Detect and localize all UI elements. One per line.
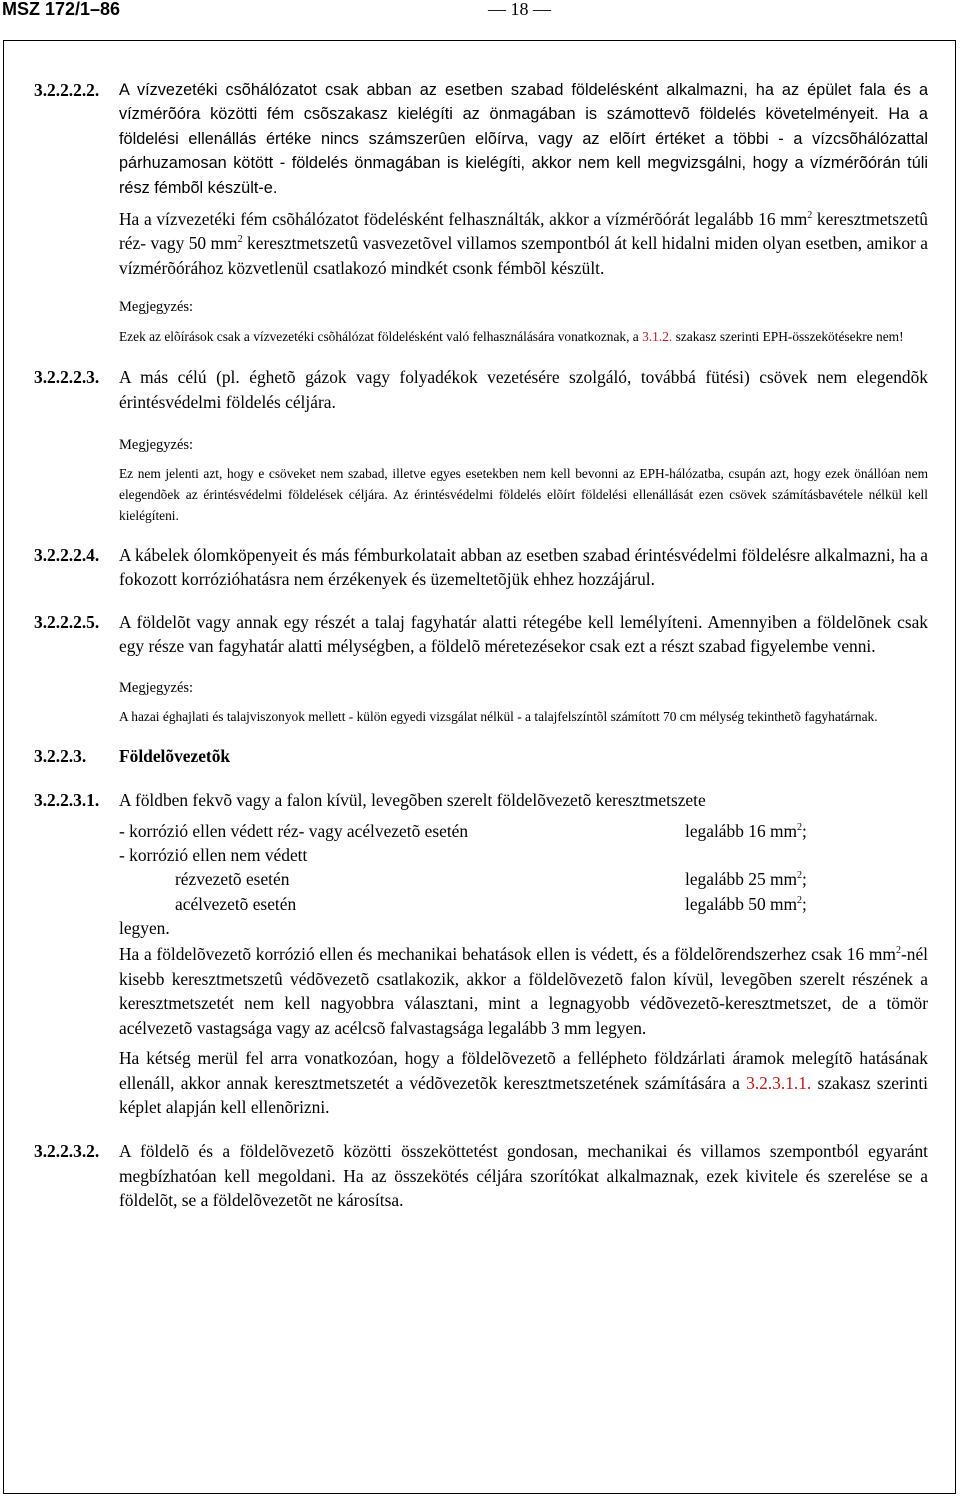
- section-3-2-2-2-3: [34, 365, 928, 414]
- requirement-row: [119, 867, 928, 891]
- note-label: Megjegyzés:: [119, 437, 194, 454]
- section-paragraph: A földben fekvõ vagy a falon kívül, levegõben szerelt földelõvezetõ keresztmetszete: [119, 790, 706, 811]
- requirement-value: [685, 867, 807, 891]
- section-number: 3.2.2.3.: [34, 745, 87, 766]
- section-3-2-2-2-5: [34, 610, 928, 659]
- requirement-row: [119, 843, 928, 867]
- section-number: 3.2.2.2.5.: [34, 611, 100, 632]
- requirement-value: [685, 892, 807, 916]
- superscript: 2: [797, 870, 803, 882]
- note-label: Megjegyzés:: [119, 679, 194, 696]
- section-number: 3.2.2.2.4.: [34, 545, 100, 566]
- requirement-row: [119, 819, 928, 843]
- section-paragraph: [119, 942, 928, 1040]
- section-paragraph: A földelõ és a földelõvezetõ közötti összeköttetést gondosan, mechanikai és villamos szempontból egyaránt megbízhatóan kell megoldani. Ha az összekötés céljára szorítókat alkalmaznak, ezek kivitele és szerelése se a földelõt, se a földelõvezetõt ne károsítsa.: [119, 1141, 928, 1211]
- document-body: [34, 78, 928, 1213]
- text-run: Ezek az elõírások csak a vízvezetéki csõhálózat földelésként való felhasználására vonatkoznak, a: [119, 329, 643, 345]
- section-3-2-2-3: [34, 744, 928, 768]
- value-text: ;: [802, 893, 807, 914]
- section-number: 3.2.2.2.2.: [34, 80, 100, 100]
- text-run: Ha kétség merül fel arra vonatkozóan, hogy a földelõvezetõ a fellépheto földzárlati áramok melegítõ hatásának ellenáll, akkor annak keresztmetszetét a védõvezetõk keresztmetszetének számítására a: [119, 1048, 928, 1093]
- section-title: Földelõvezetõk: [119, 745, 231, 766]
- section-number: 3.2.2.3.2.: [34, 1141, 100, 1162]
- note-label: Megjegyzés:: [119, 299, 194, 316]
- requirement-condition: - korrózió ellen nem védett: [119, 844, 308, 865]
- superscript: 2: [797, 894, 803, 906]
- requirement-value: [685, 819, 807, 843]
- value-text: legalább 25 mm: [685, 869, 798, 890]
- requirement-row: [119, 892, 928, 916]
- text-run: -nél kisebb keresztmetszetû védõvezetõ csatlakozik, akkor a földelõvezetõ falon kívül, levegõben szerelt részének a keresztmetszetét nem kell nagyobbra választani, mint a legnagyobb védõvezetõ-keresztmetszet, de a tömör acélvezetõ vastagsága vagy az acélcsõ falvastagsága legalább 3 mm legyen.: [119, 944, 928, 1038]
- section-reference-link[interactable]: 3.2.3.1.1.: [746, 1072, 812, 1093]
- superscript: 2: [237, 234, 243, 246]
- value-text: ;: [802, 820, 807, 841]
- standard-number: MSZ 172/1–86: [2, 0, 121, 19]
- section-3-2-2-2-2: [34, 78, 928, 280]
- superscript: 2: [807, 210, 813, 222]
- note-text: A hazai éghajlati és talajviszonyok mellett - külön egyedi vizsgálat nélkül - a talajfelszíntõl számított 70 cm mélység tekinthetõ fagyhatárnak.: [119, 708, 878, 724]
- value-text: legalább 16 mm: [685, 820, 798, 841]
- value-text: legalább 50 mm: [685, 893, 798, 914]
- text-run: keresztmetszetû vasvezetõvel villamos szempontból át kell hidalni miden olyan esetben, amikor a vízmérõórához közvetlenül csatlakozó mindkét csonk fémbõl készült.: [119, 233, 928, 278]
- text-run: Ha a vízvezetéki fém csõhálózatot födelésként felhasználták, akkor a vízmérõórát legalább 16 mm: [119, 209, 808, 230]
- section-3-2-2-3-1: [34, 788, 928, 1119]
- text-run: szakasz szerinti képlet alapján kell ellenõrizni.: [119, 1072, 928, 1117]
- requirement-condition: rézvezetõ esetén: [175, 869, 290, 890]
- section-reference-link[interactable]: 3.1.2.: [642, 329, 673, 345]
- text-run: szakasz szerinti EPH-összekötésekre nem!: [672, 329, 904, 345]
- section-3-2-2-3-2: [34, 1139, 928, 1212]
- section-paragraph: A vízvezetéki csõhálózatot csak abban az esetben szabad földelésként alkalmazni, ha az épület fala és a vízmérõóra közötti fém csõszakasz kielégíti az önmagában is számottevõ földelés követelményeit. Ha a földelési ellenállás értéke nincs számszerûen elõírva, vagy az elõírt értéket a többi - a vízcsõhálózattal párhuzamosan kötött - földelés önmagában is kielégíti, akkor nem kell megvizsgálni, hogy a vízmérõórán túli rész fémbõl készült-e.: [119, 81, 928, 197]
- section-paragraph: legyen.: [119, 918, 170, 939]
- page-header: [0, 0, 960, 22]
- section-number: 3.2.2.2.3.: [34, 367, 100, 388]
- value-text: ;: [802, 869, 807, 890]
- note-text: [34, 326, 928, 347]
- section-number: 3.2.2.3.1.: [34, 790, 100, 811]
- section-3-2-2-2-4: [34, 543, 928, 592]
- superscript: 2: [895, 945, 901, 957]
- superscript: 2: [797, 821, 803, 833]
- text-run: keresztmetszetû réz- vagy 50 mm: [119, 209, 928, 254]
- requirements-table: [119, 819, 928, 917]
- page-number: — 18 —: [488, 0, 551, 19]
- text-run: Ha a földelõvezetõ korrózió ellen és mechanikai behatások ellen is védett, és a földelõrendszerhez csak 16 mm: [119, 944, 896, 965]
- section-paragraph: [119, 207, 928, 280]
- section-paragraph: A más célú (pl. éghetõ gázok vagy folyadékok vezetésére szolgáló, továbbá fütési) csövek nem elegendõk érintésvédelmi földelés céljára.: [119, 367, 928, 412]
- section-paragraph: A kábelek ólomköpenyeit és más fémburkolatait abban az esetben szabad érintésvédelmi földelésre alkalmazni, ha a fokozott korrózióhatásra nem érzékenyek és üzemeltetõjük ehhez hozzájárul.: [119, 545, 928, 590]
- section-paragraph: [119, 1046, 928, 1119]
- requirement-condition: - korrózió ellen védett réz- vagy acélvezetõ esetén: [119, 820, 469, 841]
- requirement-condition: acélvezetõ esetén: [175, 893, 297, 914]
- section-paragraph: A földelõt vagy annak egy részét a talaj fagyhatár alatti rétegébe kell lemélyíteni. Amennyiben a földelõnek csak egy része van fagyhatár alatti mélységben, a földelõ méretezésekor csak ezt a részt szabad figyelembe venni.: [119, 611, 928, 657]
- note-text: Ez nem jelenti azt, hogy e csöveket nem szabad, illetve egyes esetekben nem kell bevonni az EPH-hálózatba, csupán azt, hogy ezek önállóan nem elegendõek az érintésvédelmi földelések céljára. Az érintésvédelmi földelés elõírt földelési ellenállását ezen csövek számításbavétele nélkül kell kielégíteni.: [119, 466, 928, 524]
